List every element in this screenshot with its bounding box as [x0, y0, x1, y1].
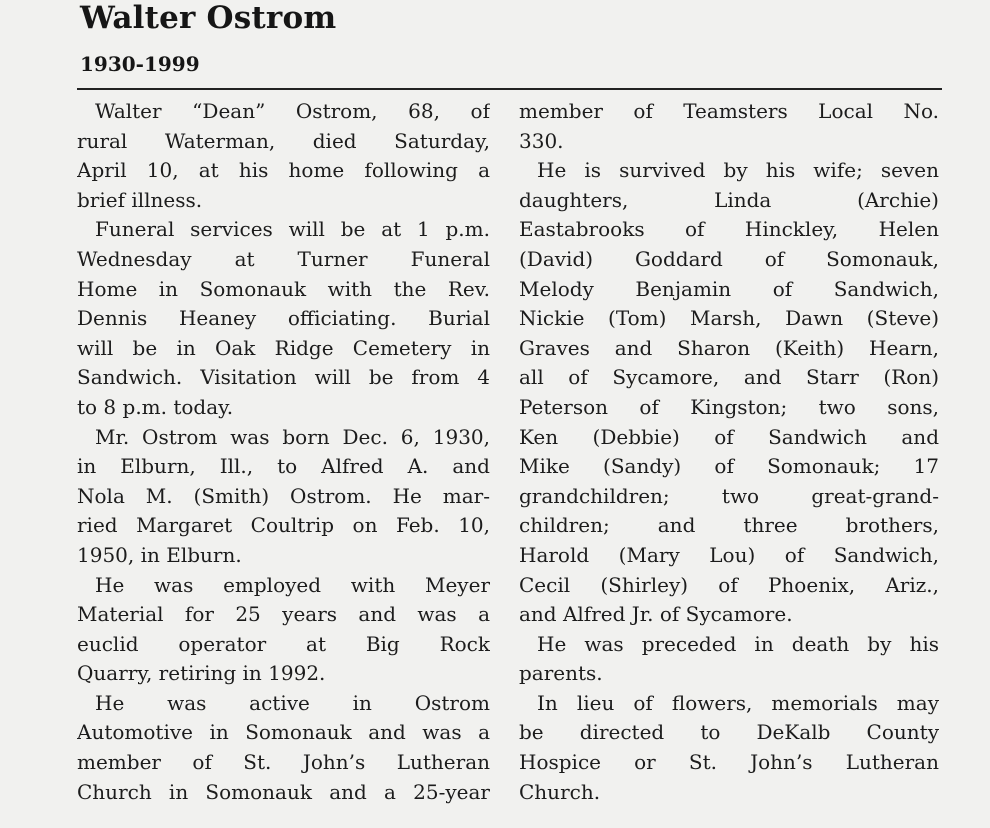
text-line: children; and three brothers,	[519, 513, 939, 538]
text-line: Walter “Dean” Ostrom, 68, of	[95, 99, 490, 123]
text-line: Nickie (Tom) Marsh, Dawn (Steve)	[519, 306, 939, 331]
text-line: He is survived by his wife; seven	[537, 158, 939, 183]
text-line: In lieu of flowers, memorials may	[537, 690, 939, 715]
text-line: rural Waterman, died Saturday,	[77, 128, 490, 153]
text-line: April 10, at his home following a	[77, 158, 490, 183]
right-column	[519, 97, 939, 807]
text-line: Hospice or St. John’s Lutheran	[519, 750, 939, 775]
obituary-name-heading: Walter Ostrom	[80, 0, 337, 36]
text-line: Dennis Heaney officiating. Burial	[77, 306, 490, 331]
text-line: He was employed with Meyer	[95, 572, 490, 597]
text-line: Home in Somonauk with the Rev.	[77, 276, 490, 301]
text-line: (David) Goddard of Somonauk,	[519, 246, 939, 271]
text-line: Mr. Ostrom was born Dec. 6, 1930,	[95, 424, 490, 449]
text-line: He was preceded in death by his	[537, 631, 939, 656]
text-line: Peterson of Kingston; two sons,	[519, 394, 939, 419]
text-line: 1950, in Elburn.	[77, 542, 242, 567]
text-line: Nola M. (Smith) Ostrom. He mar-	[77, 483, 490, 508]
text-line: euclid operator at Big Rock	[77, 631, 490, 656]
obituary-years: 1930-1999	[80, 52, 200, 76]
text-line: will be in Oak Ridge Cemetery in	[77, 335, 490, 360]
text-line: Wednesday at Turner Funeral	[77, 246, 490, 271]
left-column	[77, 97, 490, 807]
text-line: Funeral services will be at 1 p.m.	[95, 217, 490, 242]
text-line: Ken (Debbie) of Sandwich and	[519, 424, 939, 449]
text-line: and Alfred Jr. of Sycamore.	[519, 602, 793, 627]
text-line: Mike (Sandy) of Somonauk; 17	[519, 454, 939, 479]
text-line: Cecil (Shirley) of Phoenix, Ariz.,	[519, 572, 939, 597]
text-line: be directed to DeKalb County	[519, 720, 939, 745]
text-line: Graves and Sharon (Keith) Hearn,	[519, 335, 939, 360]
text-line: Eastabrooks of Hinckley, Helen	[519, 217, 939, 242]
text-line: Church.	[519, 779, 601, 804]
text-line: Material for 25 years and was a	[77, 602, 490, 627]
text-line: Quarry, retiring in 1992.	[77, 661, 326, 686]
text-line: Melody Benjamin of Sandwich,	[519, 276, 939, 301]
text-line: Harold (Mary Lou) of Sandwich,	[519, 542, 939, 567]
text-line: Automotive in Somonauk and was a	[77, 720, 490, 745]
text-line: Church in Somonauk and a 25-year	[77, 779, 490, 804]
text-line: daughters, Linda (Archie)	[519, 187, 939, 212]
text-line: He was active in Ostrom	[95, 690, 490, 715]
text-line: Sandwich. Visitation will be from 4	[77, 365, 490, 390]
text-line: 330.	[519, 128, 564, 153]
text-line: brief illness.	[77, 187, 203, 212]
text-line: to 8 p.m. today.	[77, 394, 234, 419]
text-line: ried Margaret Coultrip on Feb. 10,	[77, 513, 490, 538]
text-line: member of St. John’s Lutheran	[77, 750, 490, 775]
text-line: parents.	[519, 661, 603, 686]
text-line: all of Sycamore, and Starr (Ron)	[519, 365, 939, 390]
text-line: grandchildren; two great-grand-	[519, 483, 939, 508]
text-line: in Elburn, Ill., to Alfred A. and	[77, 454, 490, 479]
text-line: member of Teamsters Local No.	[519, 99, 939, 123]
header-rule	[77, 88, 942, 90]
